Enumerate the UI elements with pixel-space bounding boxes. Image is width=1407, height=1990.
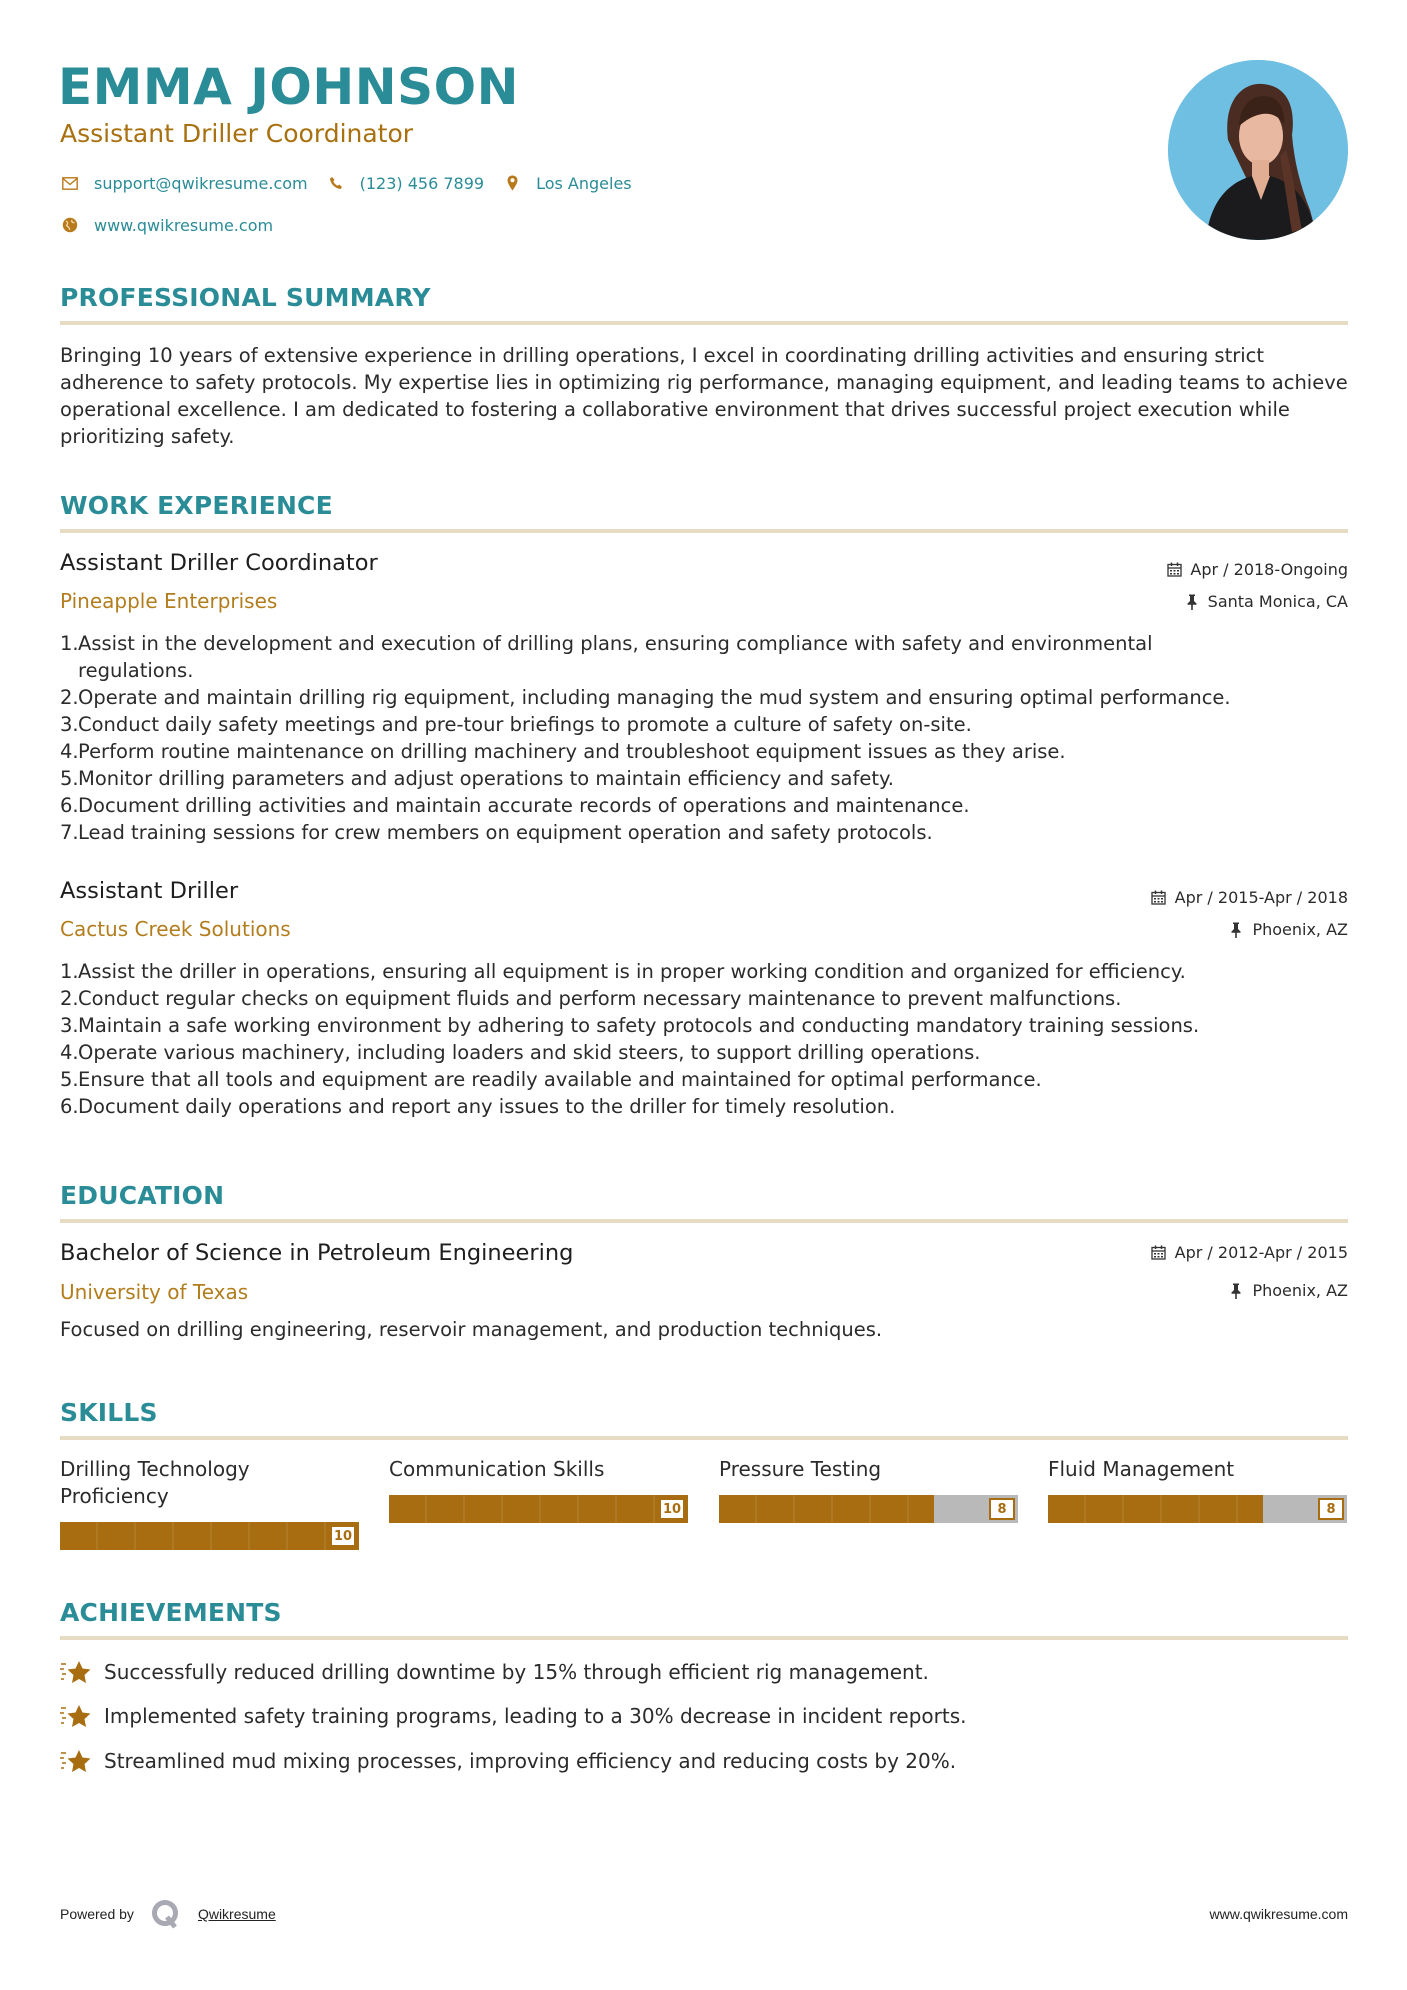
star-icon [60,1658,92,1686]
skill-bar-fill [719,1495,934,1523]
job-bullets [60,958,1350,1120]
star-icon [60,1747,92,1775]
education-location [1227,1281,1348,1300]
skill-bar [389,1495,688,1523]
list-item: 4. Operate various machinery, including loaders and skid steers, to support drilling operations. [60,1041,981,1064]
globe-icon [60,215,80,235]
skill-bar-fill [389,1495,688,1523]
skill-label: Pressure Testing [719,1457,882,1481]
education-dates [1150,1243,1348,1262]
achievement-text: Successfully reduced drilling downtime by 15% through efficient rig management. [104,1660,929,1684]
calendar-icon [1165,561,1183,579]
job-dates [1150,888,1348,907]
location-text: Los Angeles [536,173,632,193]
job-dates [1165,560,1348,579]
school-name: University of Texas [60,1280,249,1304]
achievements-heading: ACHIEVEMENTS [60,1598,282,1627]
website-link[interactable]: www.qwikresume.com [94,215,274,235]
candidate-name: EMMA JOHNSON [58,58,519,116]
section-divider [60,529,1348,533]
profile-photo [1168,60,1348,240]
list-item: 2. Operate and maintain drilling rig equipment, including managing the mud system and ensuring optimal performance. [60,686,1231,709]
skill-label: Communication Skills [389,1457,605,1481]
list-item: 6. Document drilling activities and maintain accurate records of operations and maintenance. [60,794,970,817]
skills-heading: SKILLS [60,1398,158,1427]
calendar-icon [1150,1244,1168,1262]
skill-bar-fill [1048,1495,1263,1523]
experience-heading: WORK EXPERIENCE [60,491,333,520]
list-item: 6. Document daily operations and report any issues to the driller for timely resolution. [60,1095,896,1118]
list-item: 5. Ensure that all tools and equipment are readily available and maintained for optimal performance. [60,1068,1042,1091]
education-heading: EDUCATION [60,1181,225,1210]
list-item: 4. Perform routine maintenance on drilling machinery and troubleshoot equipment issues as they arise. [60,740,1066,763]
pushpin-icon [1227,921,1245,939]
education-location-text: Phoenix, AZ [1252,1281,1348,1300]
phone-number[interactable]: (123) 456 7899 [359,173,485,193]
job-location-text: Phoenix, AZ [1252,920,1348,939]
list-item: 1. Assist the driller in operations, ensuring all equipment is in proper working condition and organized for efficiency. [60,960,1186,983]
skill-bar [60,1522,359,1550]
job-dates-text: Apr / 2018-Ongoing [1190,560,1348,579]
achievement-item [60,1702,967,1730]
star-icon [60,1702,92,1730]
job-bullets [60,630,1260,846]
pushpin-icon [1183,593,1201,611]
list-item: 3. Maintain a safe working environment by adhering to safety protocols and conducting mandatory training sessions. [60,1014,1200,1037]
skill-bar [1048,1495,1347,1523]
candidate-title: Assistant Driller Coordinator [60,119,414,148]
education-dates-text: Apr / 2012-Apr / 2015 [1174,1243,1348,1262]
education-description: Focused on drilling engineering, reservoir management, and production techniques. [60,1318,883,1341]
footer-powered-by [60,1898,276,1930]
pushpin-icon [1227,1282,1245,1300]
job-title: Assistant Driller Coordinator [60,550,378,576]
job-location [1183,592,1348,611]
section-divider [60,321,1348,325]
list-item: 1. Assist in the development and execution of drilling plans, ensuring compliance with safety and environmental regulations. [60,632,1153,682]
job-company: Pineapple Enterprises [60,589,278,613]
phone-icon [326,173,346,193]
list-item: 3. Conduct daily safety meetings and pre-tour briefings to promote a culture of safety on-site. [60,713,972,736]
achievement-item [60,1658,929,1686]
skill-bar-fill [60,1522,359,1550]
skill-item [1048,1456,1347,1517]
skill-score: 8 [1318,1498,1344,1520]
list-item: 2. Conduct regular checks on equipment fluids and perform necessary maintenance to prevent malfunctions. [60,987,1122,1010]
skill-score: 10 [330,1525,356,1547]
job-title: Assistant Driller [60,878,239,904]
achievement-item [60,1747,956,1775]
skill-item [60,1456,359,1544]
map-marker-icon [502,173,522,193]
calendar-icon [1150,889,1168,907]
section-divider [60,1436,1348,1440]
qwikresume-logo-icon [150,1898,182,1930]
contact-row-2 [60,215,291,235]
skill-score: 10 [659,1498,685,1520]
list-item: 5. Monitor drilling parameters and adjust operations to maintain efficiency and safety. [60,767,894,790]
section-divider [60,1219,1348,1223]
degree-title: Bachelor of Science in Petroleum Engineering [60,1240,574,1266]
list-item: 7. Lead training sessions for crew members on equipment operation and safety protocols. [60,821,933,844]
skill-item [389,1456,688,1517]
email-link[interactable]: support@qwikresume.com [94,173,308,193]
skill-label: Drilling Technology Proficiency [60,1457,250,1508]
skill-item [719,1456,1018,1517]
summary-text: Bringing 10 years of extensive experience in drilling operations, I excel in coordinating drilling activities and ensuring strict adherence to safety protocols. My expertise lies in optimizing rig performance, managing equipment, and leading teams to achieve operational excellence. I am dedicated to fostering a collaborative environment that drives successful project execution while prioritizing safety. [60,344,1348,448]
achievement-text: Streamlined mud mixing processes, improving efficiency and reducing costs by 20%. [104,1749,957,1773]
job-dates-text: Apr / 2015-Apr / 2018 [1174,888,1348,907]
job-location [1227,920,1348,939]
skill-bar [719,1495,1018,1523]
skill-score: 8 [989,1498,1015,1520]
section-divider [60,1636,1348,1640]
qwikresume-link[interactable]: Qwikresume [197,1906,276,1922]
job-company: Cactus Creek Solutions [60,917,291,941]
footer-url[interactable]: www.qwikresume.com [1209,1906,1348,1922]
summary-heading: PROFESSIONAL SUMMARY [60,283,431,312]
contact-row-1 [60,173,650,193]
achievement-text: Implemented safety training programs, leading to a 30% decrease in incident reports. [104,1704,967,1728]
skill-label: Fluid Management [1048,1457,1235,1481]
envelope-icon [60,173,80,193]
job-location-text: Santa Monica, CA [1207,592,1348,611]
powered-by-label: Powered by [60,1906,134,1922]
